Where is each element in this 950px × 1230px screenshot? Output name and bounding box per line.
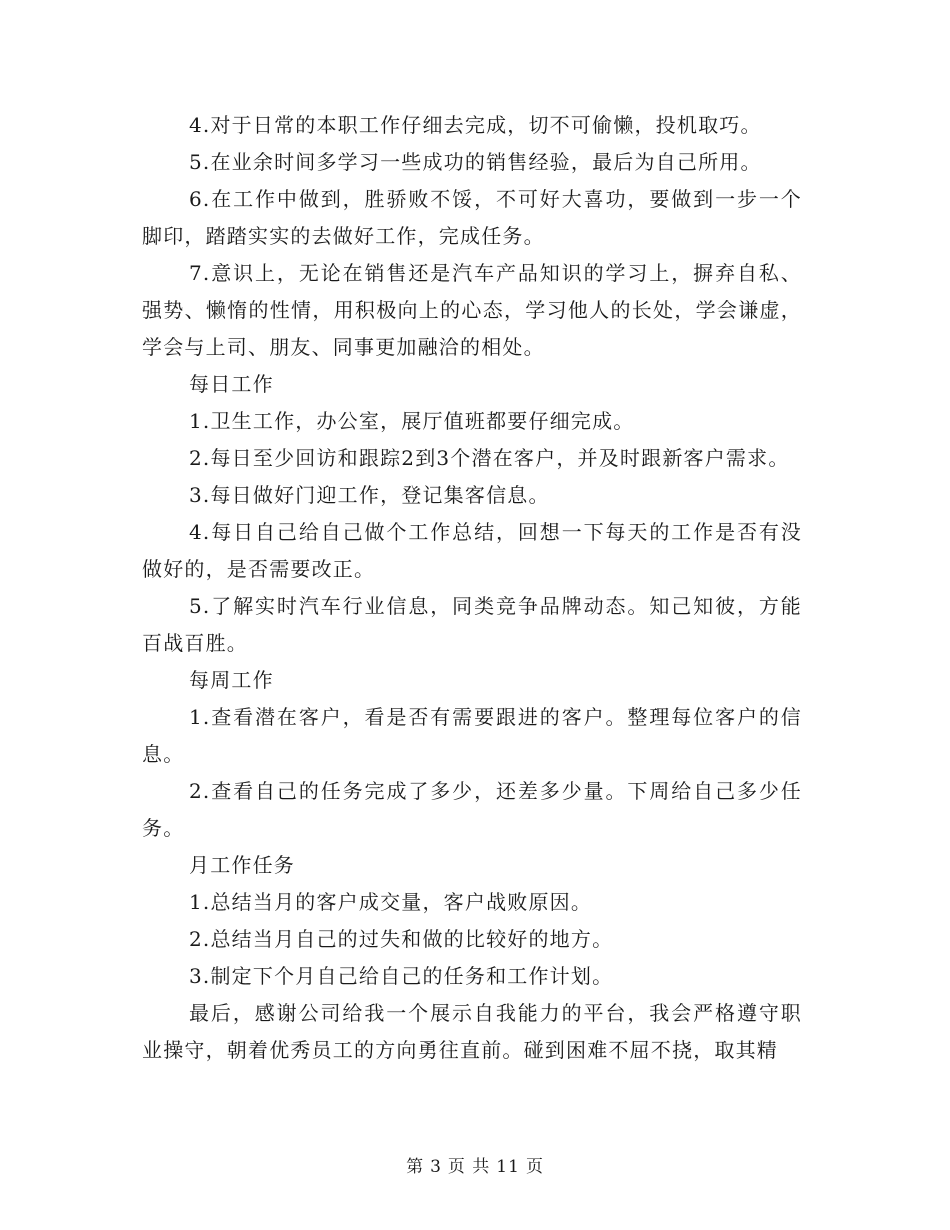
footer-prefix: 第 xyxy=(406,1157,425,1177)
footer-total-pages: 11 xyxy=(496,1157,520,1177)
section-heading-monthly: 月工作任务 xyxy=(189,853,295,877)
daily-item-1: 1.卫生工作，办公室，展厅值班都要仔细完成。 xyxy=(189,409,635,433)
daily-item-5: 5.了解实时汽车行业信息，同类竞争品牌动态。知己知彼，方能百战百胜。 xyxy=(142,594,802,655)
paragraph-item-6: 6.在工作中做到，胜骄败不馁，不可好大喜功，要做到一步一个脚印，踏踏实实的去做好工作，完成任务。 xyxy=(142,187,802,248)
footer-middle: 页 共 xyxy=(447,1157,491,1177)
section-heading-daily: 每日工作 xyxy=(189,372,274,396)
closing-paragraph: 最后，感谢公司给我一个展示自我能力的平台，我会严格遵守职业操守，朝着优秀员工的方向勇往直前。碰到困难不屈不挠，取其精 xyxy=(142,1001,802,1062)
weekly-item-1: 1.查看潜在客户，看是否有需要跟进的客户。整理每位客户的信息。 xyxy=(142,705,802,766)
daily-item-3: 3.每日做好门迎工作，登记集客信息。 xyxy=(189,483,550,507)
paragraph-item-5: 5.在业余时间多学习一些成功的销售经验，最后为自己所用。 xyxy=(189,150,762,174)
daily-item-2: 2.每日至少回访和跟踪2到3个潜在客户，并及时跟新客户需求。 xyxy=(189,446,790,470)
monthly-item-2: 2.总结当月自己的过失和做的比较好的地方。 xyxy=(189,927,614,951)
weekly-item-2: 2.查看自己的任务完成了多少，还差多少量。下周给自己多少任务。 xyxy=(142,779,802,840)
footer-suffix: 页 xyxy=(525,1157,544,1177)
footer-current-page: 3 xyxy=(430,1157,442,1177)
section-heading-weekly: 每周工作 xyxy=(189,668,274,692)
document-body xyxy=(142,107,802,1069)
paragraph-item-4: 4.对于日常的本职工作仔细去完成，切不可偷懒，投机取巧。 xyxy=(189,113,762,137)
paragraph-item-7: 7.意识上，无论在销售还是汽车产品知识的学习上，摒弃自私、强势、懒惰的性情，用积极向上的心态，学习他人的长处，学会谦虚，学会与上司、朋友、同事更加融洽的相处。 xyxy=(142,261,802,359)
daily-item-4: 4.每日自己给自己做个工作总结，回想一下每天的工作是否有没做好的，是否需要改正。 xyxy=(142,520,802,581)
page-footer xyxy=(0,1152,950,1177)
monthly-item-3: 3.制定下个月自己给自己的任务和工作计划。 xyxy=(189,964,614,988)
monthly-item-1: 1.总结当月的客户成交量，客户战败原因。 xyxy=(189,890,593,914)
